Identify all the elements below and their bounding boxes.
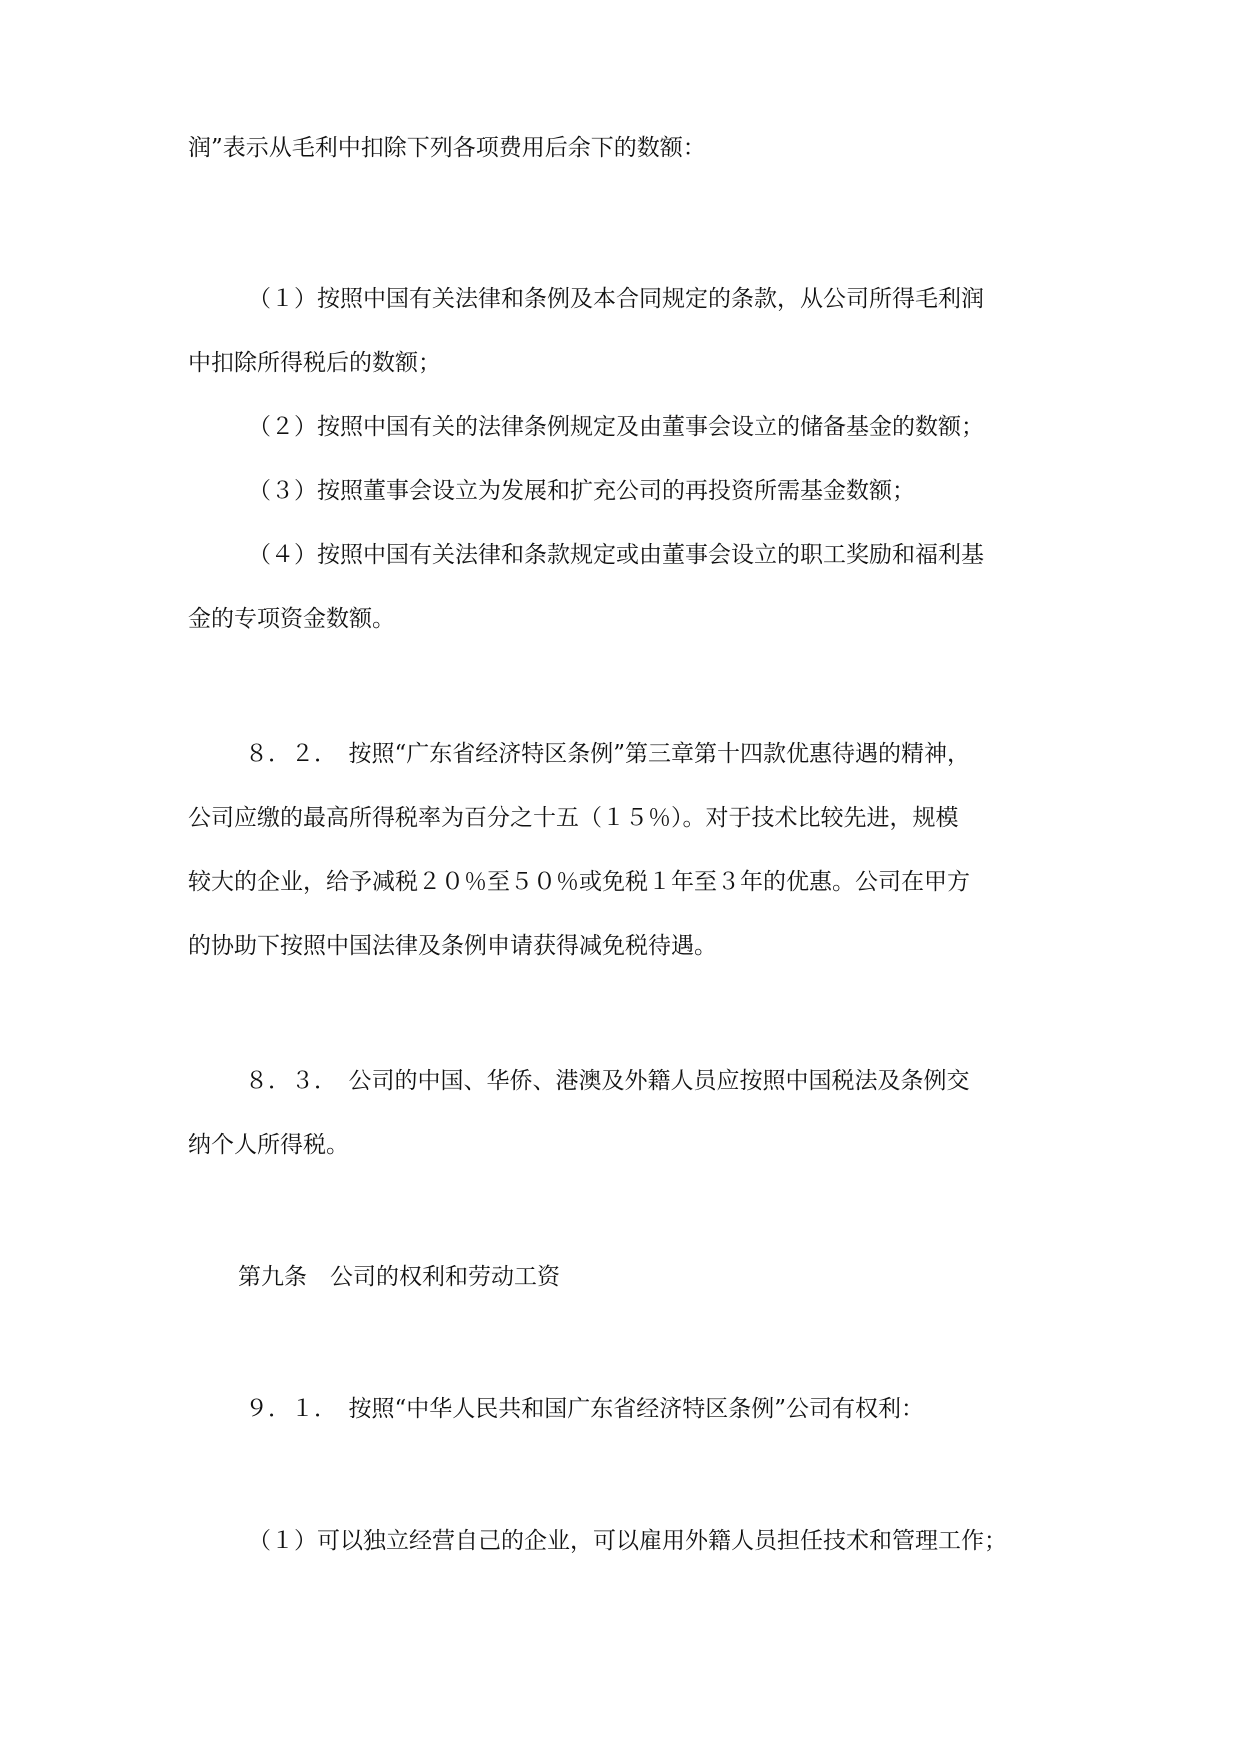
clause-8-2-line-4: 的协助下按照中国法律及条例申请获得减免税待遇。 xyxy=(188,933,717,959)
paragraph-line-net-profit-definition: 润”表示从毛利中扣除下列各项费用后余下的数额： xyxy=(188,135,706,161)
list-item-3: （３）按照董事会设立为发展和扩充公司的再投资所需基金数额； xyxy=(248,478,915,504)
list-item-2: （２）按照中国有关的法律条例规定及由董事会设立的储备基金的数额； xyxy=(248,414,984,440)
clause-9-1-item-1: （１）可以独立经营自己的企业，可以雇用外籍人员担任技术和管理工作； xyxy=(248,1528,1007,1554)
clause-8-2-line-3: 较大的企业，给予减税２０％至５０％或免税１年至３年的优惠。公司在甲方 xyxy=(188,869,970,895)
clause-8-2-line-1: ８．２． 按照“广东省经济特区条例”第三章第十四款优惠待遇的精神， xyxy=(245,741,971,767)
list-item-1-line-1: （１）按照中国有关法律和条例及本合同规定的条款，从公司所得毛利润 xyxy=(248,286,984,312)
clause-8-3-line-2: 纳个人所得税。 xyxy=(188,1132,349,1158)
list-item-4-line-1: （４）按照中国有关法律和条款规定或由董事会设立的职工奖励和福利基 xyxy=(248,542,984,568)
article-9-heading: 第九条 公司的权利和劳动工资 xyxy=(238,1264,560,1290)
clause-8-2-line-2: 公司应缴的最高所得税率为百分之十五（１５％）。对于技术比较先进，规模 xyxy=(188,805,959,831)
list-item-4-line-2: 金的专项资金数额。 xyxy=(188,606,395,632)
clause-9-1: ９．１． 按照“中华人民共和国广东省经济特区条例”公司有权利： xyxy=(245,1396,925,1422)
list-item-1-line-2: 中扣除所得税后的数额； xyxy=(188,350,441,376)
clause-8-3-line-1: ８．３． 公司的中国、华侨、港澳及外籍人员应按照中国税法及条例交 xyxy=(245,1068,970,1094)
